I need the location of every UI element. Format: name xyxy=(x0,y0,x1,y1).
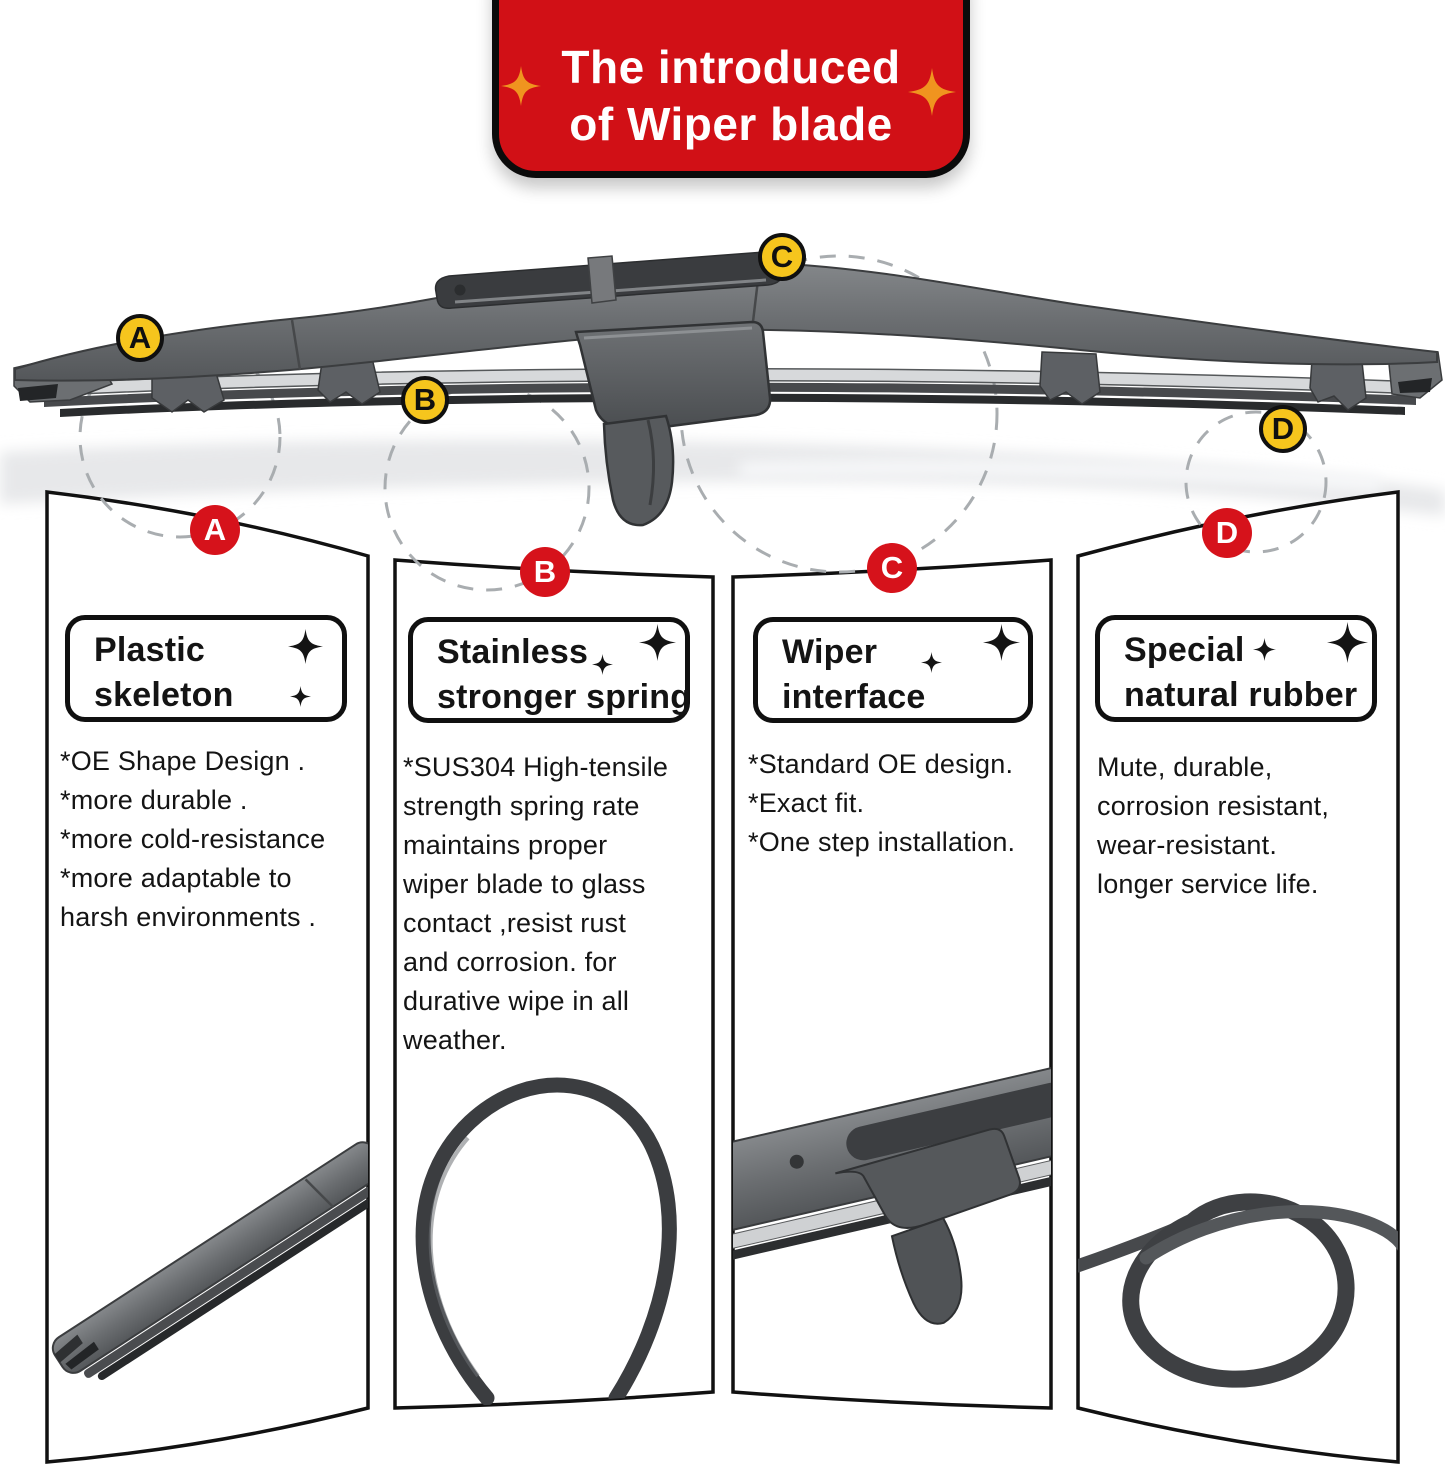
blade-mount-finger xyxy=(604,416,673,525)
sparkle-icon xyxy=(921,652,942,673)
blade-slot-post xyxy=(588,256,616,303)
sparkle-icon xyxy=(983,624,1020,661)
feature-text-line: contact ,resist rust xyxy=(403,908,627,938)
panel-d-body xyxy=(1097,748,1397,904)
feature-text-line: *more cold-resistance xyxy=(60,824,326,854)
badge-letter: D xyxy=(1215,515,1239,550)
sparkle-icon xyxy=(288,629,323,664)
feature-text-line: and corrosion. for xyxy=(403,947,617,977)
feature-text-line: *SUS304 High-tensile xyxy=(403,752,669,782)
panel-badge-d xyxy=(1202,508,1252,558)
marker-letter: B xyxy=(413,382,437,417)
sparkle-icon xyxy=(290,686,311,707)
panel-a-title-line: skeleton xyxy=(94,676,234,714)
marker-letter: A xyxy=(128,320,152,355)
feature-text-line: *Standard OE design. xyxy=(748,749,1014,779)
product-marker-c xyxy=(758,233,806,281)
feature-text-line: *Exact fit. xyxy=(748,788,865,818)
panel-b-body xyxy=(403,748,713,1060)
badge-letter: C xyxy=(880,550,904,585)
product-marker-b xyxy=(401,376,449,424)
feature-text-line: wiper blade to glass xyxy=(403,869,646,899)
panel-badge-b xyxy=(520,547,570,597)
feature-text-line: corrosion resistant, xyxy=(1097,791,1330,821)
panel-c-title-line: interface xyxy=(782,678,926,716)
panel-d-title-line: Special xyxy=(1124,631,1245,669)
panel-badge-c xyxy=(867,543,917,593)
feature-text-line: durative wipe in all xyxy=(403,986,630,1016)
sparkle-icon xyxy=(1327,622,1368,663)
badge-letter: B xyxy=(533,554,557,589)
feature-text-line: *OE Shape Design . xyxy=(60,746,306,776)
feature-text-line: longer service life. xyxy=(1097,869,1319,899)
panel-a-body xyxy=(60,742,370,937)
title-line-1: The introduced xyxy=(561,41,901,93)
feature-text-line: Mute, durable, xyxy=(1097,752,1273,782)
panel-a-title-line: Plastic xyxy=(94,631,206,669)
sparkle-icon xyxy=(501,66,541,106)
marker-letter: D xyxy=(1271,411,1295,446)
panel-c-body xyxy=(748,745,1058,862)
feature-text-line: strength spring rate xyxy=(403,791,640,821)
blade-pin-dot xyxy=(455,285,466,296)
feature-text-line: *One step installation. xyxy=(748,827,1016,857)
product-marker-d xyxy=(1259,405,1307,453)
sparkle-icon xyxy=(592,654,613,675)
feature-text-line: weather. xyxy=(403,1025,507,1055)
feature-text-line: maintains proper xyxy=(403,830,608,860)
panel-c-title-line: Wiper xyxy=(782,633,878,671)
product-marker-a xyxy=(116,314,164,362)
title-line-2: of Wiper blade xyxy=(569,98,893,150)
feature-text-line: *more durable . xyxy=(60,785,248,815)
panel-badge-a xyxy=(190,505,240,555)
marker-letter: C xyxy=(770,239,794,274)
feature-text-line: harsh environments . xyxy=(60,902,317,932)
badge-letter: A xyxy=(203,512,227,547)
feature-text-line: *more adaptable to xyxy=(60,863,292,893)
sparkle-icon xyxy=(908,68,956,116)
sparkle-icon xyxy=(1253,638,1276,661)
feature-text-line: wear-resistant. xyxy=(1097,830,1278,860)
panel-b-title-line: stronger spring xyxy=(437,678,692,716)
panel-b-title-line: Stainless xyxy=(437,633,589,671)
title-banner xyxy=(492,0,970,178)
sparkle-icon xyxy=(639,624,676,661)
panel-d-title-line: natural rubber xyxy=(1124,676,1358,714)
